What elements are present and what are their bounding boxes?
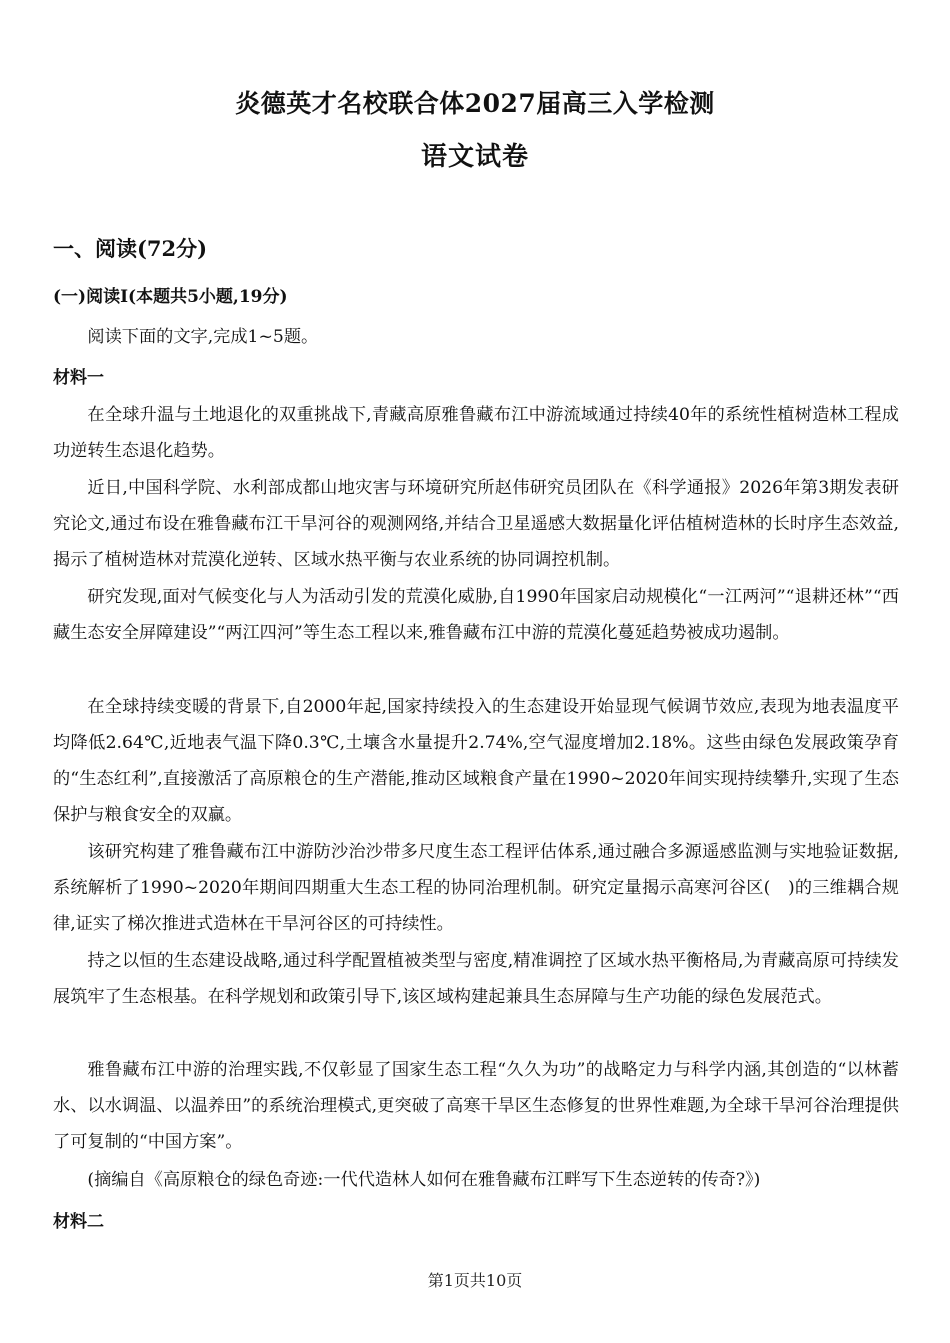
- section-heading: 一、阅读(72分): [53, 236, 208, 261]
- material-1-paragraph: 持之以恒的生态建设战略,通过科学配置植被类型与密度,精准调控了区域水热平衡格局,为青藏高原可持续发展筑牢了生态根基。在科学规划和政策引导下,该区域构建起兼具生态屏障与生产功能的绿色发展范式。: [53, 951, 899, 1007]
- material-2-label: 材料二: [53, 1212, 104, 1232]
- exam-title: 炎德英才名校联合体2027届高三入学检测: [235, 89, 715, 118]
- part-heading: (一)阅读I(本题共5小题,19分): [53, 287, 288, 307]
- material-1-paragraph: 在全球升温与土地退化的双重挑战下,青藏高原雅鲁藏布江中游流域通过持续40年的系统性植树造林工程成功逆转生态退化趋势。: [53, 405, 899, 461]
- material-1-source: (摘编自《高原粮仓的绿色奇迹:一代代造林人如何在雅鲁藏布江畔写下生态逆转的传奇?》): [87, 1170, 761, 1190]
- material-1-paragraph: 在全球持续变暖的背景下,自2000年起,国家持续投入的生态建设开始显现气候调节效应,表现为地表温度平均降低2.64℃,近地表气温下降0.3℃,土壤含水量提升2.74%,空气湿度增加2.18%。这些由绿色发展政策孕育的“生态红利”,直接激活了高原粮仓的生产潜能,推动区域粮食产量在1990~2020年间实现持续攀升,实现了生态保护与粮食安全的双赢。: [53, 697, 899, 825]
- material-1-paragraph: 雅鲁藏布江中游的治理实践,不仅彰显了国家生态工程“久久为功”的战略定力与科学内涵,其创造的“以林蓄水、以水调温、以温养田”的系统治理模式,更突破了高寒干旱区生态修复的世界性难题,为全球干旱河谷治理提供了可复制的“中国方案”。: [53, 1060, 899, 1152]
- instruction-text: 阅读下面的文字,完成1~5题。: [87, 327, 319, 347]
- material-1-paragraph: 近日,中国科学院、水利部成都山地灾害与环境研究所赵伟研究员团队在《科学通报》2026年第3期发表研究论文,通过布设在雅鲁藏布江干旱河谷的观测网络,并结合卫星遥感大数据量化评估植树造林的长时序生态效益,揭示了植树造林对荒漠化逆转、区域水热平衡与农业系统的协同调控机制。: [53, 478, 899, 570]
- page-number: 第1页共10页: [427, 1271, 523, 1290]
- material-1-label: 材料一: [53, 368, 104, 388]
- subject-title: 语文试卷: [420, 142, 529, 172]
- material-1-paragraph: 该研究构建了雅鲁藏布江中游防沙治沙带多尺度生态工程评估体系,通过融合多源遥感监测与实地验证数据,系统解析了1990~2020年期间四期重大生态工程的协同治理机制。研究定量揭示高寒河谷区( )的三维耦合规律,证实了梯次推进式造林在干旱河谷区的可持续性。: [53, 842, 899, 934]
- material-1-paragraph: 研究发现,面对气候变化与人为活动引发的荒漠化威胁,自1990年国家启动规模化“一江两河”“退耕还林”“西藏生态安全屏障建设”“两江四河”等生态工程以来,雅鲁藏布江中游的荒漠化蔓延趋势被成功遏制。: [53, 587, 899, 643]
